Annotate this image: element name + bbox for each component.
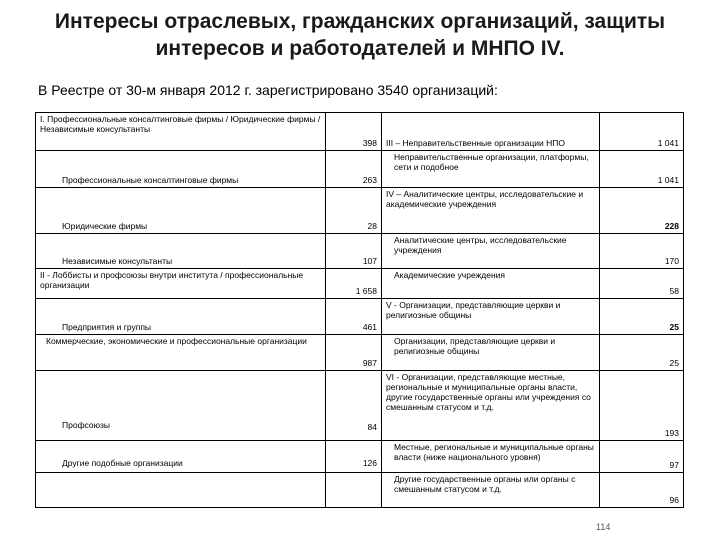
left-subcategory-value: 84 — [326, 371, 382, 441]
right-subcategory-value: 58 — [600, 269, 684, 299]
left-subcategory-value: 461 — [326, 299, 382, 335]
table-row — [36, 299, 684, 335]
right-category-value: 193 — [600, 371, 684, 441]
table-row — [36, 441, 684, 473]
right-subcategory-value: 1 041 — [600, 151, 684, 188]
table-row — [36, 269, 684, 299]
left-category-value: 398 — [326, 113, 382, 151]
right-subcategory-label: Организации, представляющие церкви и религиозные общины — [382, 335, 600, 371]
left-subcategory-value: 28 — [326, 188, 382, 234]
right-subcategory-label: Другие государственные органы или органы с смешанным статусом и т.д. — [382, 473, 600, 508]
left-subcategory-label: Юридические фирмы — [36, 188, 326, 234]
right-subcategory-label: Академические учреждения — [382, 269, 600, 299]
slide-title — [0, 8, 720, 62]
right-category-value: 25 — [600, 299, 684, 335]
right-category-label: III – Неправительственные организации НПО — [382, 113, 600, 151]
left-category-label: I. Профессиональные консалтинговые фирмы / Юридические фирмы / Независимые консультанты — [36, 113, 326, 151]
right-subcategory-value: 97 — [600, 441, 684, 473]
table-row — [36, 473, 684, 508]
left-empty-cell — [36, 473, 326, 508]
table-row — [36, 234, 684, 269]
left-category-value: 1 658 — [326, 269, 382, 299]
page-number: 114 — [596, 522, 611, 532]
table-row — [36, 335, 684, 371]
left-subcategory-value: 107 — [326, 234, 382, 269]
left-empty-value — [326, 473, 382, 508]
left-subcategory-value: 987 — [326, 335, 382, 371]
left-subcategory-label: Профессиональные консалтинговые фирмы — [36, 151, 326, 188]
left-subcategory-label: Предприятия и группы — [36, 299, 326, 335]
right-subcategory-value: 96 — [600, 473, 684, 508]
table-row — [36, 151, 684, 188]
right-category-label: IV – Аналитические центры, исследовательские и академические учреждения — [382, 188, 600, 234]
title-line-1: Интересы отраслевых, гражданских организаций, защиты — [54, 10, 666, 33]
right-subcategory-label: Аналитические центры, исследовательские учреждения — [382, 234, 600, 269]
table-row — [36, 113, 684, 151]
left-subcategory-value: 126 — [326, 441, 382, 473]
registry-subtitle: В Реестре от 30-м января 2012 г. зарегистрировано 3540 организаций: — [38, 82, 498, 98]
right-subcategory-label: Местные, региональные и муниципальные органы власти (ниже национального уровня) — [382, 441, 600, 473]
registry-table — [35, 112, 684, 508]
right-category-value: 228 — [600, 188, 684, 234]
table-row — [36, 371, 684, 441]
right-category-label: VI - Организации, представляющие местные, региональные и муниципальные органы власти, другие государственные органы или учреждения со смешанным статусом и т.д. — [382, 371, 600, 441]
title-line-2: интересов и работодателей и МНПО IV. — [155, 37, 565, 60]
right-subcategory-value: 170 — [600, 234, 684, 269]
left-subcategory-label: Коммерческие, экономические и профессиональные организации — [36, 335, 326, 371]
left-subcategory-label: Независимые консультанты — [36, 234, 326, 269]
right-subcategory-value: 25 — [600, 335, 684, 371]
left-subcategory-value: 263 — [326, 151, 382, 188]
left-subcategory-label: Другие подобные организации — [36, 441, 326, 473]
left-category-label: II - Лоббисты и профсоюзы внутри института / профессиональные организации — [36, 269, 326, 299]
right-category-label: V - Организации, представляющие церкви и религиозные общины — [382, 299, 600, 335]
right-category-value: 1 041 — [600, 113, 684, 151]
table-row — [36, 188, 684, 234]
left-subcategory-label: Профсоюзы — [36, 371, 326, 441]
right-subcategory-label: Неправительственные организации, платформы, сети и подобное — [382, 151, 600, 188]
